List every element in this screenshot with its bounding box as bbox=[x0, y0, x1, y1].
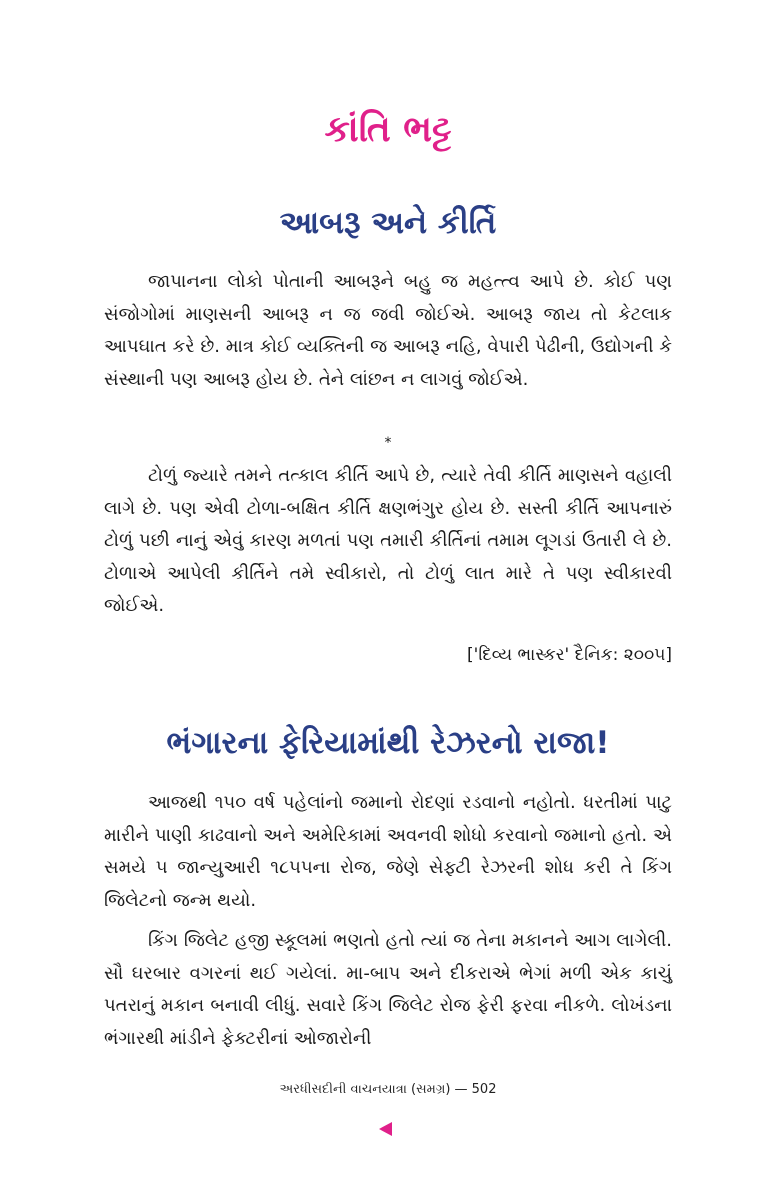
section-separator: * bbox=[384, 435, 392, 451]
article-1-source: ['દિવ્ય ભાસ્કર' દૈનિક: ૨૦૦૫] bbox=[467, 645, 672, 665]
article-title-2: ભંગારના ફેરિયામાંથી રેઝરનો રાજા! bbox=[166, 725, 610, 761]
article-2-paragraph-1: આજથી ૧૫૦ વર્ષ પહેલાંનો જમાનો રોદણાં રડવાનો નહોતો. ધરતીમાં પાટુ મારીને પાણી કાઢવાનો અને અમેરિકામાં અવનવી શોધો કરવાનો જમાનો હતો. એ સમયે ૫ જાન્યુઆરી ૧૮૫૫ના રોજ, જેણે સેફ્ટી રેઝરની શોધ કરી તે કિંગ જિલેટનો જન્મ થયો. bbox=[104, 792, 672, 911]
article-1-paragraph-1: જાપાનના લોકો પોતાની આબરૂને બહુ જ મહત્ત્વ આપે છે. કોઈ પણ સંજોગોમાં માણસની આબરૂ ન જ જવી જોઈએ. આબરૂ જાય તો કેટલાક આપઘાત કરે છે. માત્ર કોઈ વ્યક્તિની જ આબરૂ નહિ, વેપારી પેઢીની, ઉદ્યોગની કે સંસ્થાની પણ આબરૂ હોય છે. તેને લાંછન ન લાગવું જોઈએ. bbox=[104, 271, 672, 390]
triangle-left-icon[interactable] bbox=[379, 1122, 392, 1136]
article-2-paragraph-2: કિંગ જિલેટ હજી સ્કૂલમાં ભણતો હતો ત્યાં જ તેના મકાનને આગ લાગેલી. સૌ ઘરબાર વગરનાં થઈ ગયેલાં. મા-બાપ અને દીકરાએ ભેગાં મળી એક કાચું પતરાનું મકાન બનાવી લીધું. સવારે કિંગ જિલેટ રોજ ફેરી ફરવા નીકળે. લોખંડના ભંગારથી માંડીને ફેક્ટરીનાં ઓજારોની bbox=[104, 930, 672, 1049]
author-name: કાંતિ ભટ્ટ bbox=[324, 109, 452, 150]
article-title-1: આબરૂ અને કીર્તિ bbox=[279, 205, 497, 241]
page-footer: અરધીસદીની વાચનયાત્રા (સમગ્ર) — 502 bbox=[279, 1082, 497, 1097]
article-1-paragraph-2: ટોળું જ્યારે તમને તત્કાલ કીર્તિ આપે છે, ત્યારે તેવી કીર્તિ માણસને વહાલી લાગે છે. પણ એવી ટોળા-બક્ષિત કીર્તિ ક્ષણભંગુર હોય છે. સસ્તી કીર્તિ આપનારું ટોળું પછી નાનું એવું કારણ મળતાં પણ તમારી કીર્તિનાં તમામ લૂગડાં ઉતારી લે છે. ટોળાએ આપેલી કીર્તિને તમે સ્વીકારો, તો ટોળું લાત મારે તે પણ સ્વીકારવી જોઈએ. bbox=[104, 465, 672, 616]
